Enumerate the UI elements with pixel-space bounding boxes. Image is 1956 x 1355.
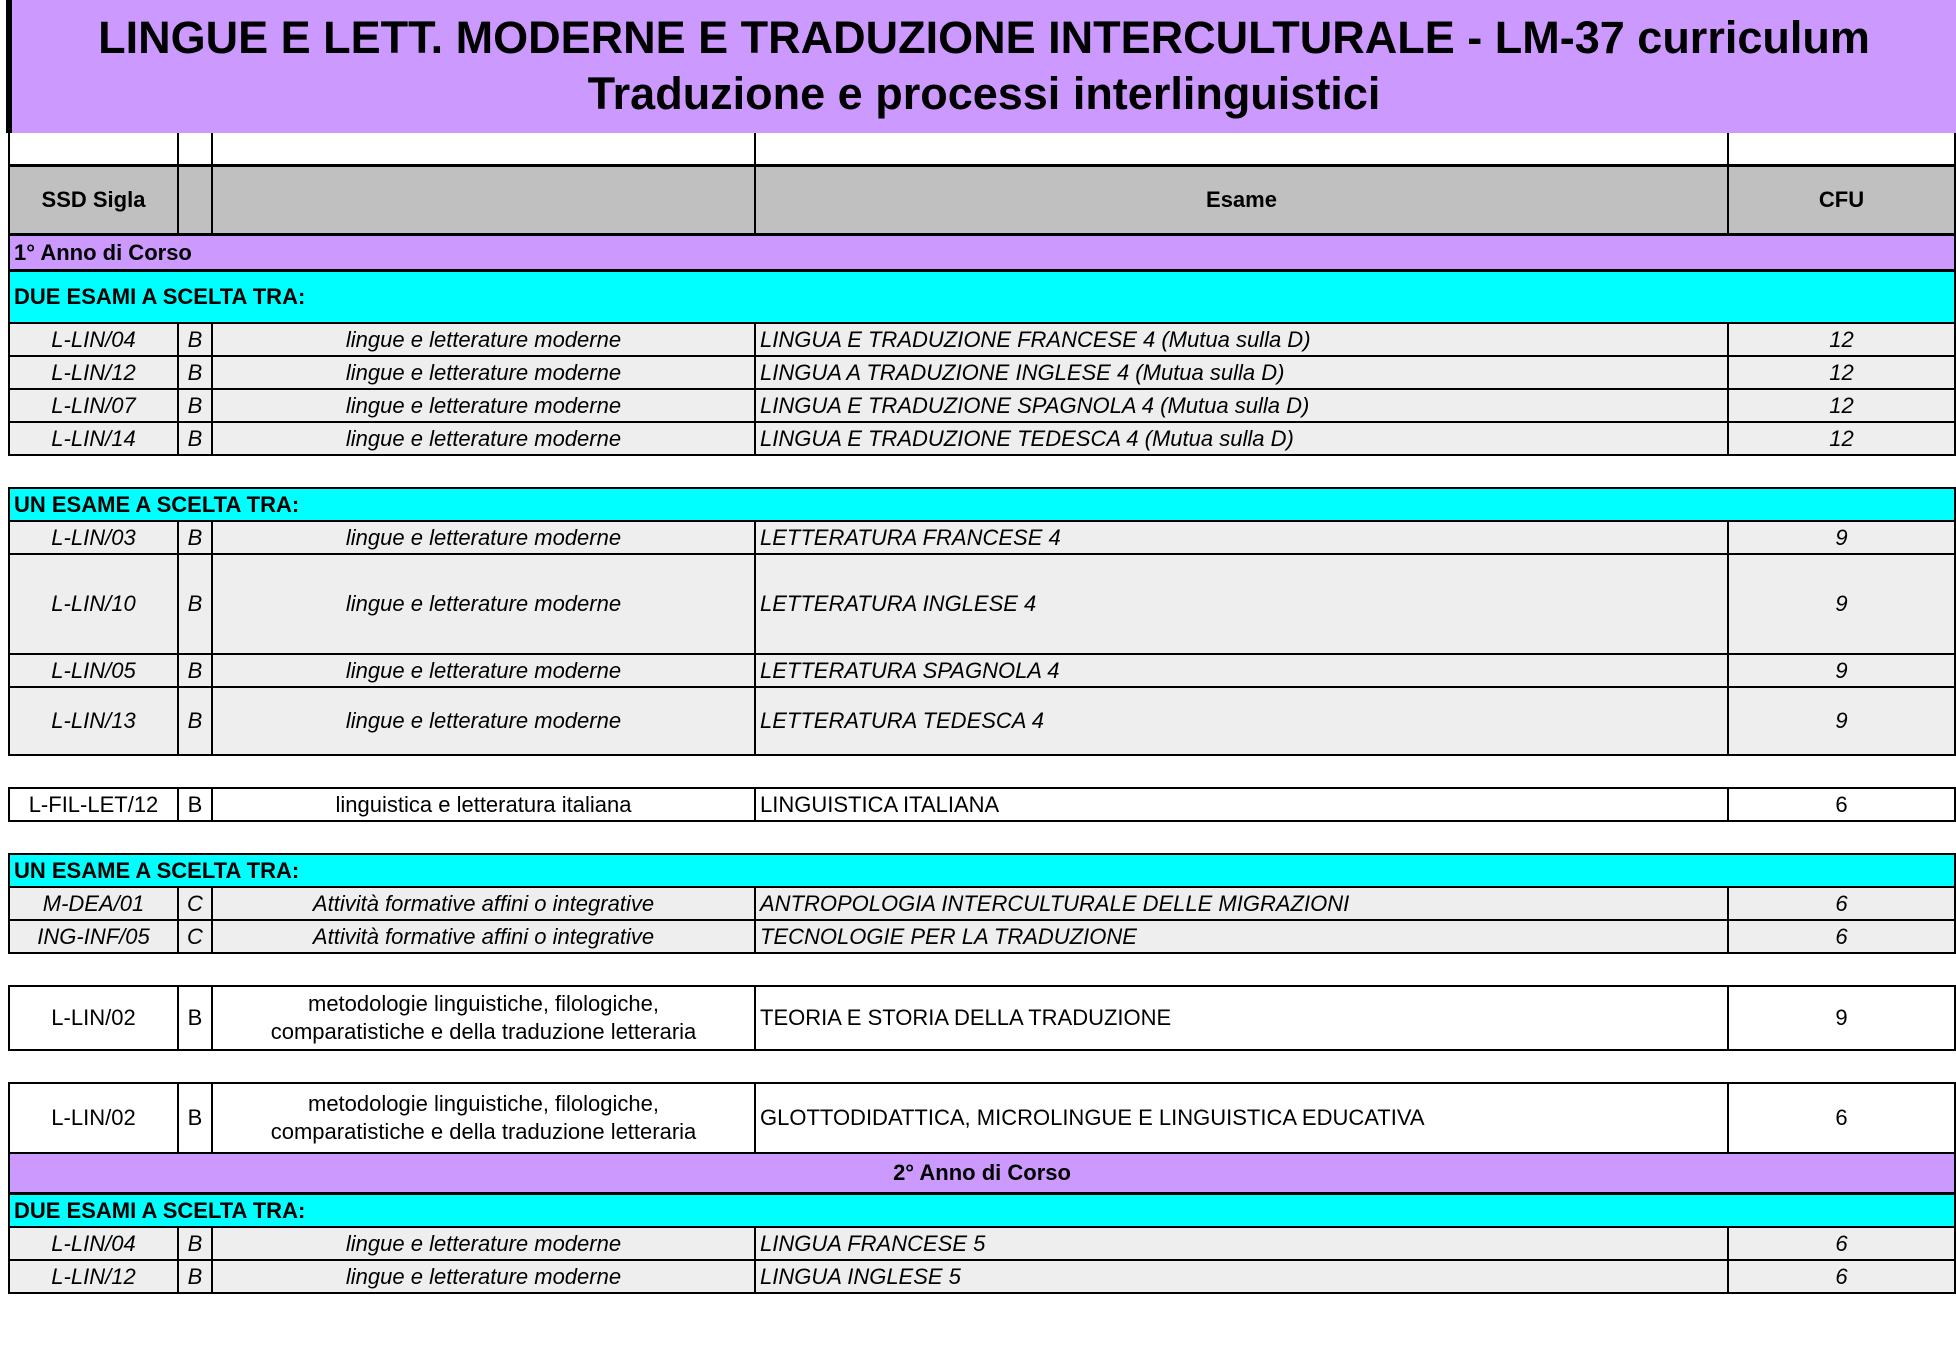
title-line-1: LINGUE E LETT. MODERNE E TRADUZIONE INTERCULTURALE - LM-37 curriculum [98, 12, 1870, 63]
spacer-row [9, 455, 1955, 488]
choice-row: UN ESAME A SCELTA TRA: [9, 854, 1955, 887]
table-row: L-LIN/12 B lingue e letterature moderne LINGUA A TRADUZIONE INGLESE 4 (Mutua sulla D) 12 [9, 356, 1955, 389]
spacer-row [9, 821, 1955, 854]
spacer-row [9, 953, 1955, 986]
page-title [6, 0, 1956, 133]
cfu-header: CFU [1728, 166, 1955, 235]
table-row: L-LIN/02 B metodologie linguistiche, filologiche, comparatistiche e della traduzione letteraria GLOTTODIDATTICA, MICROLINGUE E LINGUISTICA EDUCATIVA 6 [9, 1083, 1955, 1153]
curriculum-table [8, 133, 1956, 1294]
table-row: L-LIN/05 B lingue e letterature moderne LETTERATURA SPAGNOLA 4 9 [9, 654, 1955, 687]
title-line-2: Traduzione e processi interlinguistici [587, 68, 1381, 119]
table-row: L-LIN/03 B lingue e letterature moderne LETTERATURA FRANCESE 4 9 [9, 521, 1955, 554]
table-row: L-LIN/12 B lingue e letterature moderne LINGUA INGLESE 5 6 [9, 1260, 1955, 1293]
table-row: L-LIN/04 B lingue e letterature moderne LINGUA FRANCESE 5 6 [9, 1227, 1955, 1260]
year1-label: 1° Anno di Corso [9, 235, 1955, 271]
spacer-row [9, 755, 1955, 788]
ssd-header: SSD Sigla [9, 166, 178, 235]
esame-header: Esame [755, 166, 1728, 235]
spacer-row [9, 133, 1955, 166]
year2-label: 2° Anno di Corso [9, 1153, 1955, 1194]
table-row: L-LIN/04 B lingue e letterature moderne LINGUA E TRADUZIONE FRANCESE 4 (Mutua sulla D) 12 [9, 323, 1955, 356]
table-row: L-LIN/07 B lingue e letterature moderne LINGUA E TRADUZIONE SPAGNOLA 4 (Mutua sulla D) 12 [9, 389, 1955, 422]
table-row: ING-INF/05 C Attività formative affini o integrative TECNOLOGIE PER LA TRADUZIONE 6 [9, 920, 1955, 953]
table-row: L-LIN/02 B metodologie linguistiche, filologiche, comparatistiche e della traduzione letteraria TEORIA E STORIA DELLA TRADUZIONE 9 [9, 986, 1955, 1050]
spacer-row [9, 1050, 1955, 1083]
choice-row: UN ESAME A SCELTA TRA: [9, 488, 1955, 521]
year-row [9, 235, 1955, 271]
year-row [9, 1153, 1955, 1194]
table-row: L-LIN/14 B lingue e letterature moderne LINGUA E TRADUZIONE TEDESCA 4 (Mutua sulla D) 12 [9, 422, 1955, 455]
column-header-row [9, 166, 1955, 235]
table-row: L-LIN/13 B lingue e letterature moderne LETTERATURA TEDESCA 4 9 [9, 687, 1955, 755]
choice-row: DUE ESAMI A SCELTA TRA: [9, 271, 1955, 324]
table-row: L-LIN/10 B lingue e letterature moderne LETTERATURA INGLESE 4 9 [9, 554, 1955, 654]
table-row: M-DEA/01 C Attività formative affini o integrative ANTROPOLOGIA INTERCULTURALE DELLE MIGRAZIONI 6 [9, 887, 1955, 920]
choice-row: DUE ESAMI A SCELTA TRA: [9, 1194, 1955, 1228]
table-row: L-FIL-LET/12 B linguistica e letteratura italiana LINGUISTICA ITALIANA 6 [9, 788, 1955, 821]
